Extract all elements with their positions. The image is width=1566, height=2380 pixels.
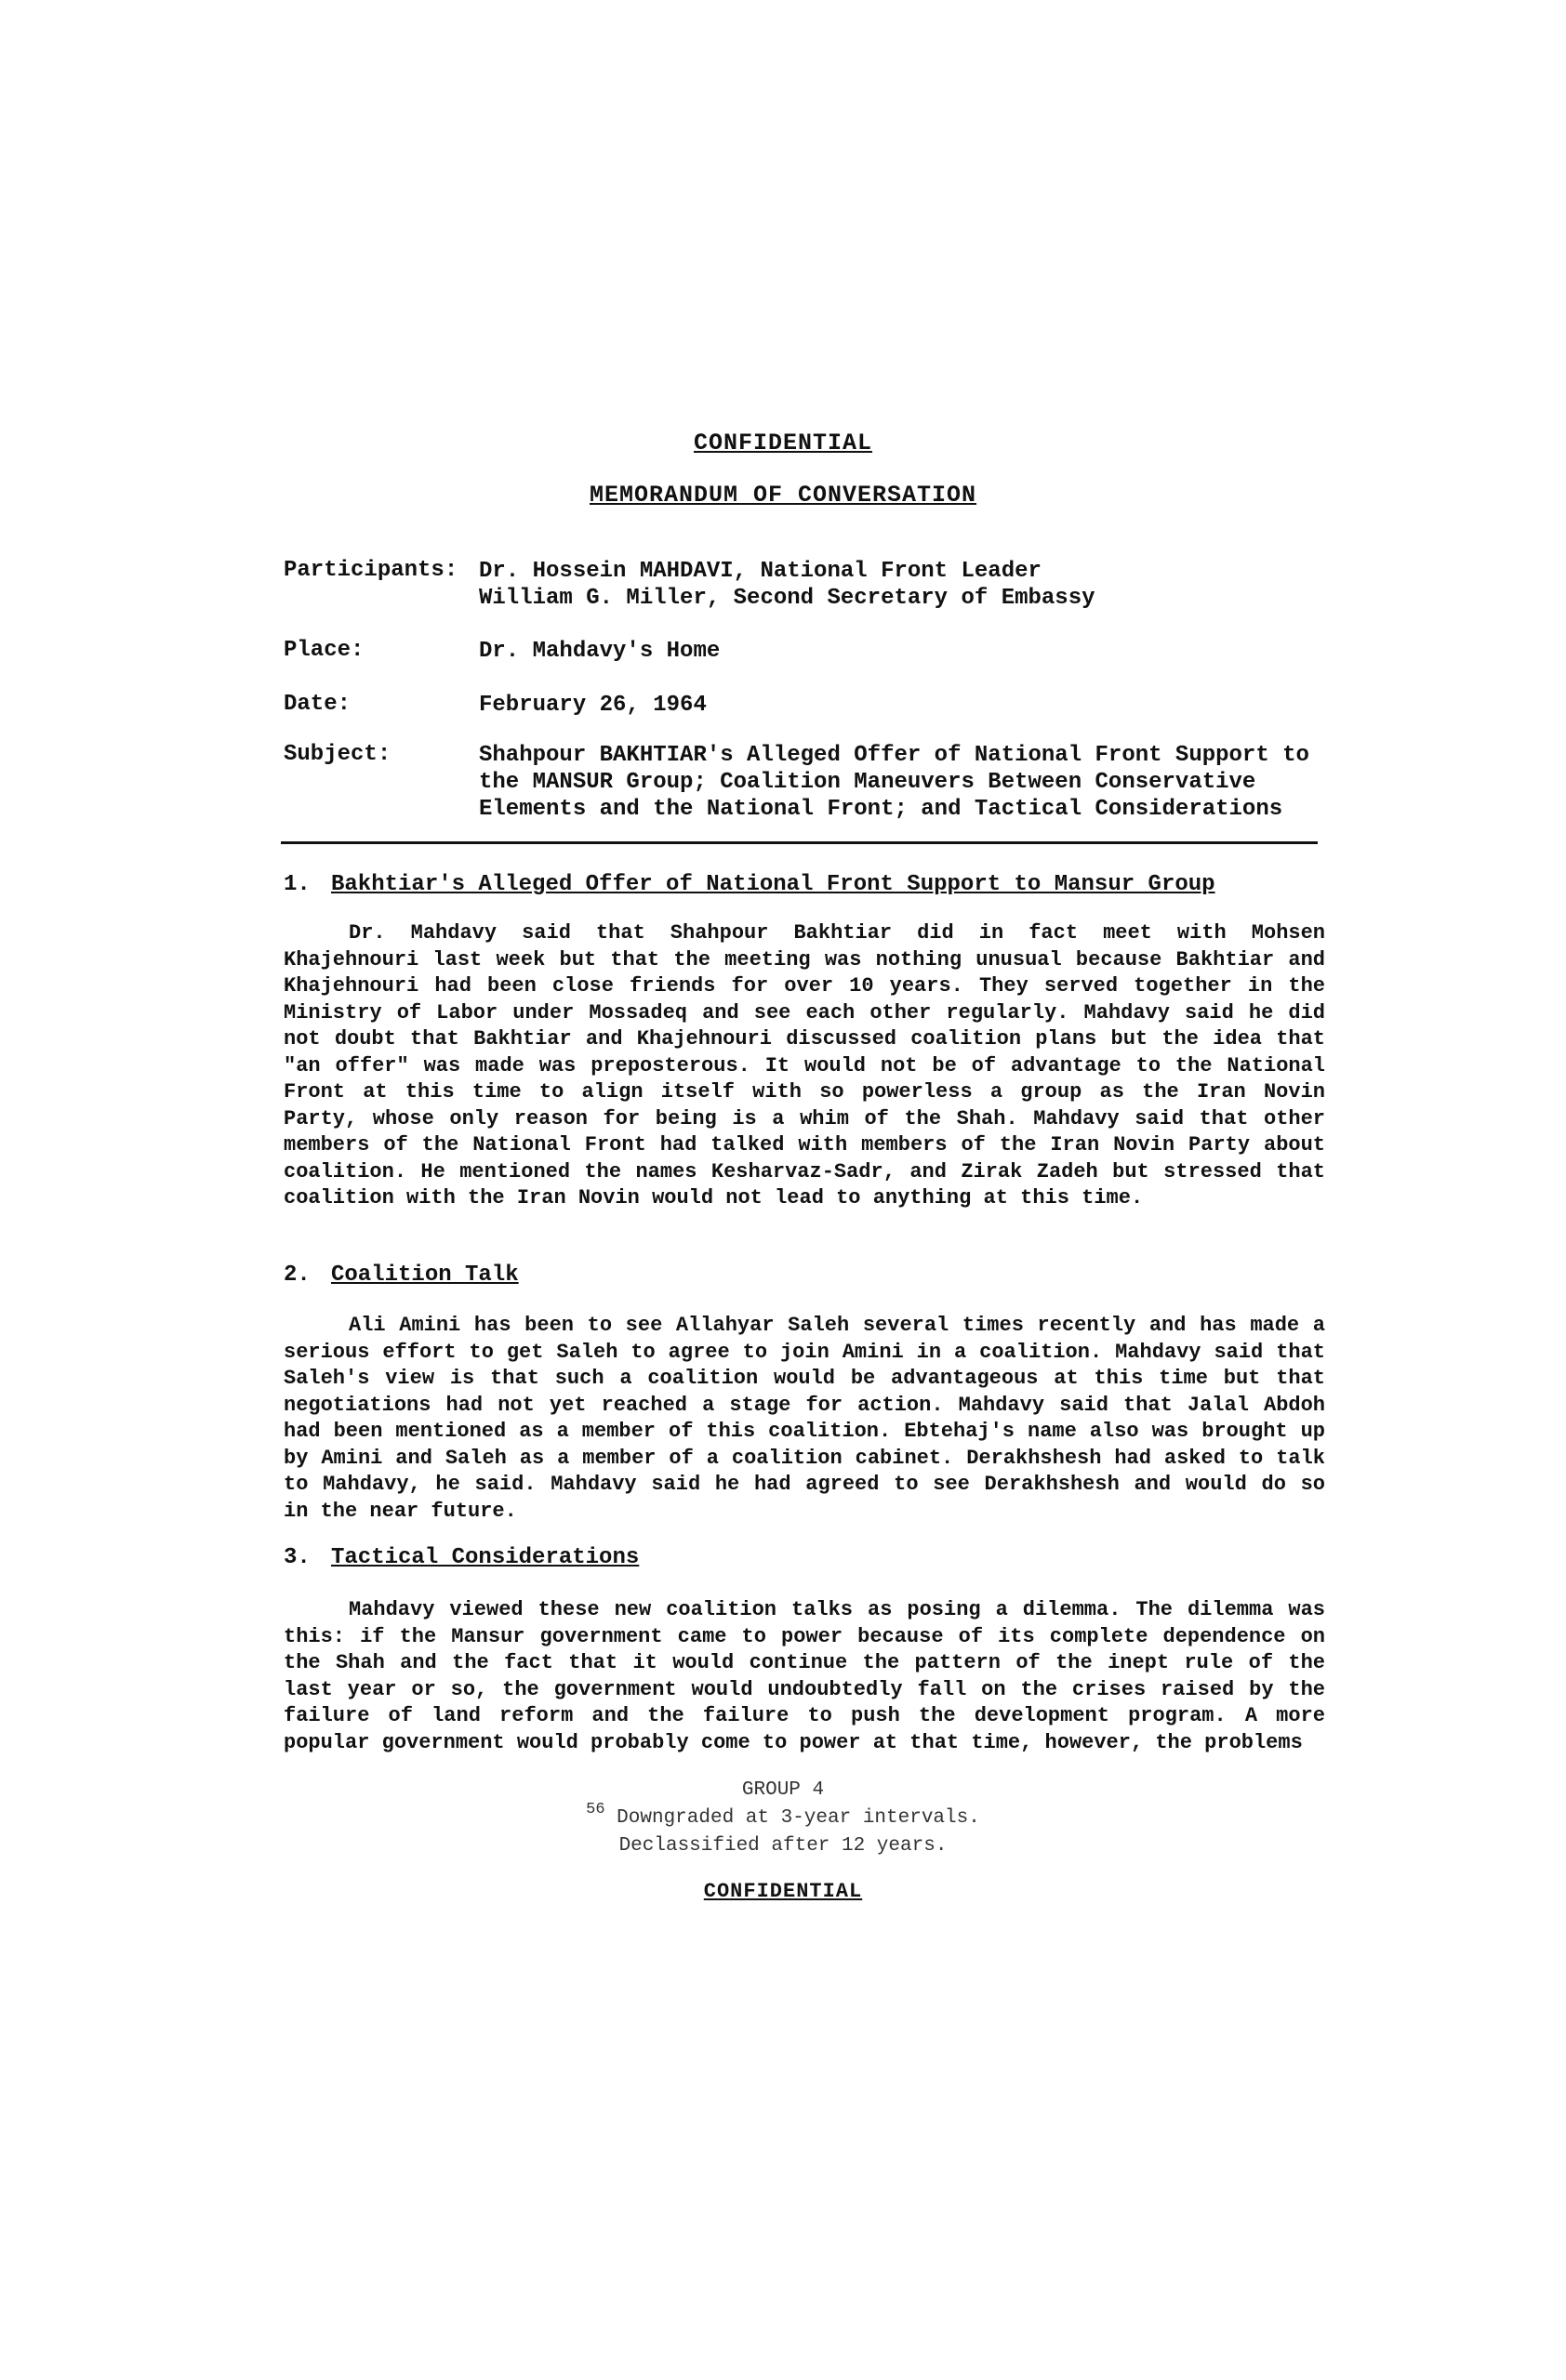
section-1-text: Dr. Mahdavy said that Shahpour Bakhtiar did in fact meet with Mohsen Khajehnouri last week but that the meeting was nothing unusual because Bakhtiar and Khajehnouri had been close friends for over 10 years. They served together in the Ministry of Labor under Mossadeq and see each other regularly. Mahdavy said he did not doubt that Bakhtiar and Khajehnouri discussed coalition plans but the idea that "an offer" was made was preposterous. It would not be of advantage to the National Front at this time to align itself with so powerless a group as the Iran Novin Party, whose only reason for being is a whim of the Shah. Mahdavy said that other members of the National Front had talked with members of the Iran Novin Party about coalition. He mentioned the names Kesharvaz-Sadr, and Zirak Zadeh but stressed that coalition with the Iran Novin would not lead to anything at this time.: [284, 921, 1325, 1210]
section-3-title: Tactical Considerations: [331, 1545, 640, 1570]
section-3-number: 3.: [284, 1545, 311, 1570]
section-1-number: 1.: [284, 872, 311, 897]
place-value: Dr. Mahdavy's Home: [479, 639, 721, 664]
date-label: Date:: [284, 692, 352, 717]
group-marking: GROUP 4: [741, 1779, 825, 1801]
downgrade-text: Downgraded at 3-year intervals.: [617, 1807, 980, 1829]
participant-2: William G. Miller, Second Secretary of Embassy: [479, 586, 1095, 611]
subject-value: Shahpour BAKHTIAR's Alleged Offer of National Front Support to the MANSUR Group; Coalition Maneuvers Between Conservative Elements and the National Front; and Tactical Considerations: [479, 743, 1309, 822]
classification-header: CONFIDENTIAL: [693, 430, 873, 456]
section-3-text: Mahdavy viewed these new coalition talks as posing a dilemma. The dilemma was this: if the Mansur government came to power because of its complete dependence on the Shah and the fact that it would continue the pattern of the inept rule of the last year or so, the government would undoubtedly fall on the crises raised by the failure of land reform and the failure to push the development program. A more popular government would probably come to power at that time, however, the problems: [284, 1598, 1325, 1754]
participants-label: Participants:: [284, 558, 458, 583]
participants-value: [479, 558, 1316, 612]
subject-label: Subject:: [284, 742, 392, 767]
document-title: MEMORANDUM OF CONVERSATION: [589, 482, 977, 509]
date-value: February 26, 1964: [479, 693, 707, 718]
section-2-text: Ali Amini has been to see Allahyar Saleh several times recently and has made a serious effort to get Saleh to agree to join Amini in a coalition. Mahdavy said that Saleh's view is that such a coalition would be advantageous at this time but that negotiations had not yet reached a stage for action. Mahdavy said that Jalal Abdoh had been mentioned as a member of this coalition. Ebtehaj's name also was brought up by Amini and Saleh as a member of a coalition cabinet. Derakhshesh had asked to talk to Mahdavy, he said. Mahdavy said he had agreed to see Derakhshesh and would do so in the near future.: [284, 1314, 1325, 1523]
section-2-number: 2.: [284, 1263, 311, 1288]
participant-1: Dr. Hossein MAHDAVI, National Front Leader: [479, 559, 1042, 584]
place-label: Place:: [284, 638, 365, 663]
classification-footer: CONFIDENTIAL: [703, 1880, 863, 1903]
downgrade-line: [0, 1801, 1566, 1832]
declassify-line: Declassified after 12 years.: [618, 1835, 948, 1857]
page-number: 56: [586, 1801, 605, 1818]
divider-rule: [281, 841, 1318, 844]
section-1-title: Bakhtiar's Alleged Offer of National Front Support to Mansur Group: [331, 872, 1215, 897]
section-2-title: Coalition Talk: [331, 1263, 519, 1288]
